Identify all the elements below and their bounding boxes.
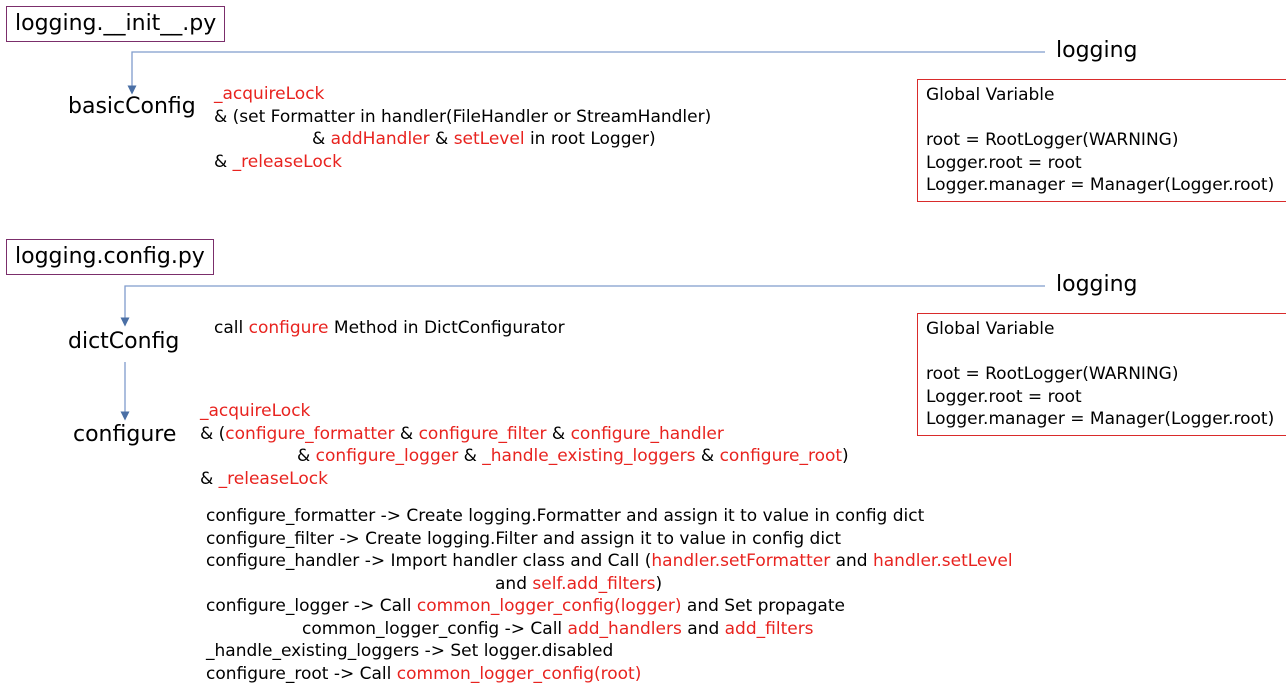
text-segment: configure_handler -> Import handler class and Call ( — [206, 551, 652, 571]
highlighted-term: self.add_filters — [532, 573, 656, 594]
global-variable-box-1 — [917, 79, 1286, 202]
text-segment: & — [546, 423, 571, 444]
text-line — [206, 550, 1013, 573]
basicconfig-steps — [214, 83, 711, 173]
file-label-init: logging.__init__.py — [6, 6, 225, 42]
dictconfig-label: dictConfig — [68, 329, 180, 354]
highlighted-term: handler.setLevel — [872, 551, 1013, 571]
highlighted-term: configure — [248, 318, 329, 338]
highlighted-term: configure_filter — [418, 423, 547, 444]
text-segment: & — [695, 446, 720, 466]
text-segment: & — [214, 151, 233, 172]
text-line — [214, 83, 711, 106]
text-segment: configure_root -> Call — [206, 663, 397, 684]
global-variable-line: Logger.root = root — [926, 152, 1082, 173]
text-segment: Method in DictConfigurator — [328, 318, 565, 338]
text-line — [206, 663, 1013, 686]
text-line — [200, 468, 849, 491]
text-line — [206, 573, 1013, 596]
highlighted-term: _acquireLock — [200, 401, 311, 421]
global-variable-title: Global Variable — [926, 319, 1055, 339]
text-line — [206, 595, 1013, 618]
text-segment: in root Logger) — [524, 129, 656, 149]
highlighted-term: _handle_existing_loggers — [482, 446, 696, 466]
text-segment: and — [495, 573, 533, 594]
text-segment: call — [214, 318, 249, 338]
text-segment: & — [200, 468, 219, 489]
text-line — [200, 445, 849, 468]
text-line — [206, 505, 1013, 528]
configure-steps — [200, 400, 849, 490]
highlighted-term: common_logger_config(logger) — [416, 596, 682, 616]
highlighted-term: configure_formatter — [225, 423, 395, 444]
text-line — [206, 640, 1013, 663]
global-variable-title: Global Variable — [926, 85, 1055, 105]
highlighted-term: _releaseLock — [232, 151, 342, 172]
text-segment: and Set propagate — [681, 596, 845, 616]
global-variable-line: Logger.manager = Manager(Logger.root) — [926, 175, 1275, 195]
text-segment: & (set Formatter in handler(FileHandler or StreamHandler) — [214, 106, 712, 127]
highlighted-term: _releaseLock — [218, 468, 328, 489]
text-segment: & — [429, 129, 454, 149]
text-line — [200, 400, 849, 423]
text-segment: & ( — [200, 423, 226, 444]
global-variable-box-2 — [917, 313, 1286, 436]
text-line — [206, 528, 1013, 551]
global-variable-line: Logger.manager = Manager(Logger.root) — [926, 409, 1275, 429]
text-segment: & — [458, 446, 483, 466]
text-segment: configure_filter -> Create logging.Filter and assign it to value in config dict — [206, 528, 842, 549]
text-segment: and — [830, 551, 873, 571]
highlighted-term: add_filters — [724, 618, 814, 639]
text-segment: common_logger_config -> Call — [302, 618, 568, 639]
text-line — [214, 151, 711, 174]
logging-label-2: logging — [1056, 272, 1138, 297]
text-line — [206, 618, 1013, 641]
text-segment: ) — [655, 573, 663, 594]
highlighted-term: setLevel — [453, 129, 525, 149]
global-variable-line: Logger.root = root — [926, 386, 1082, 407]
global-variable-line: root = RootLogger(WARNING) — [926, 130, 1179, 150]
text-segment: & — [312, 129, 331, 149]
text-line — [214, 106, 711, 129]
highlighted-term: _acquireLock — [214, 84, 325, 104]
dictconfig-description — [214, 317, 565, 340]
file-label-config: logging.config.py — [6, 239, 214, 275]
highlighted-term: configure_logger — [315, 446, 459, 466]
configure-details — [206, 505, 1013, 685]
basicconfig-label: basicConfig — [68, 94, 196, 119]
text-segment: and — [681, 618, 725, 639]
text-segment: & — [394, 423, 419, 444]
global-variable-line: root = RootLogger(WARNING) — [926, 364, 1179, 384]
text-segment: configure_logger -> Call — [206, 596, 417, 616]
highlighted-term: addHandler — [330, 129, 430, 149]
highlighted-term: configure_handler — [570, 423, 724, 444]
text-line — [214, 128, 711, 151]
highlighted-term: handler.setFormatter — [651, 551, 831, 571]
text-line — [214, 317, 565, 340]
highlighted-term: configure_root — [719, 446, 843, 466]
highlighted-term: add_handlers — [567, 618, 682, 639]
text-segment: & — [297, 446, 316, 466]
highlighted-term: common_logger_config(root) — [396, 663, 642, 684]
text-line — [200, 423, 849, 446]
text-segment: ) — [842, 446, 849, 466]
logging-label-1: logging — [1056, 38, 1138, 63]
text-segment: configure_formatter -> Create logging.Formatter and assign it to value in config dict — [206, 506, 925, 526]
configure-label: configure — [73, 422, 177, 447]
text-segment: _handle_existing_loggers -> Set logger.disabled — [206, 641, 614, 661]
